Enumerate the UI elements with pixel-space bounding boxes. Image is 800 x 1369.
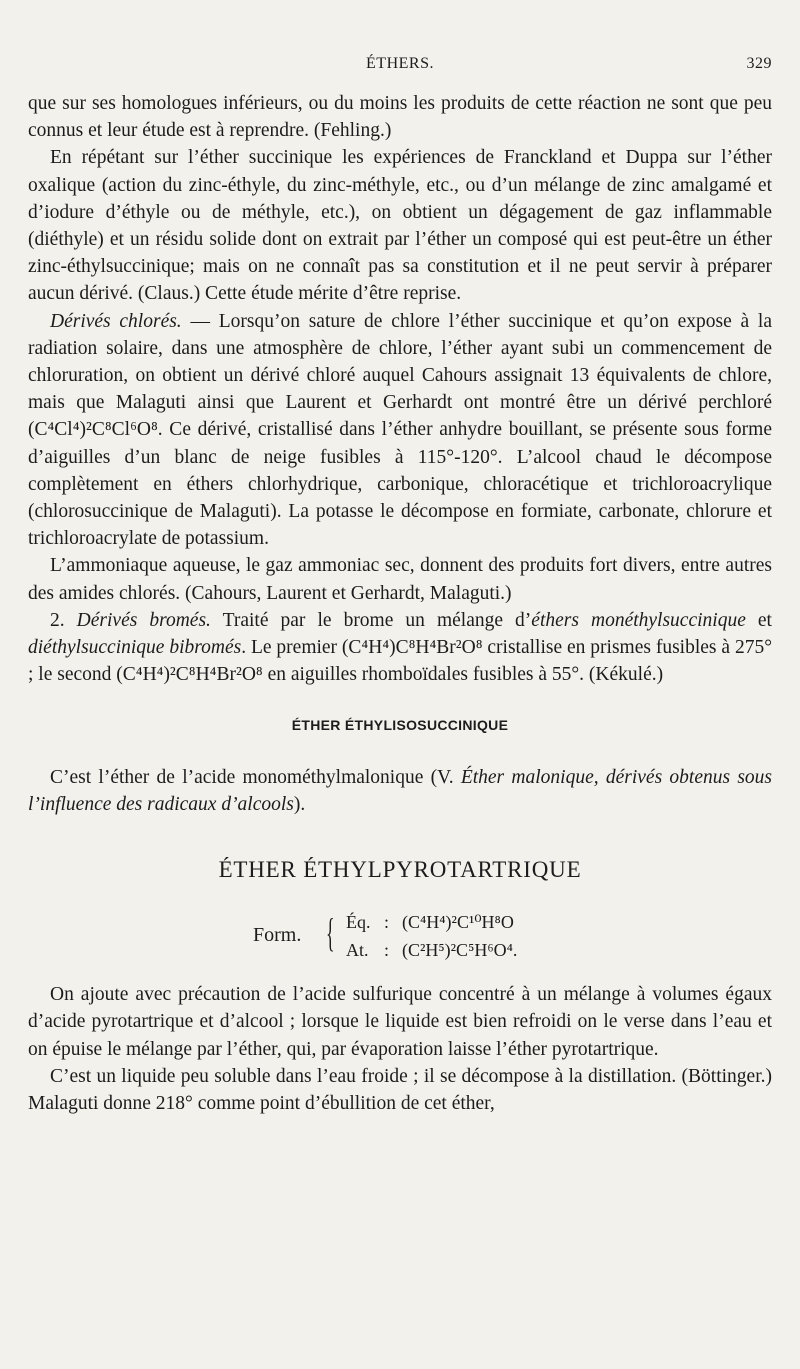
paragraph-ammoniaque: L’ammoniaque aqueuse, le gaz ammoniac sec, donnent des produits fort divers, entre autres des amides chlorés. (Cahours, Laurent et Gerhardt, Malaguti.): [28, 555, 772, 604]
formula-at-value: (C²H⁵)²C⁵H⁶O⁴.: [402, 940, 518, 961]
running-title: ÉTHERS.: [366, 55, 434, 72]
derives-bromes-text-c: . Le premier (C⁴H⁴)C⁸H⁴Br²O⁸ cristallise en prismes fusibles à 275° ; le second (C⁴H⁴)²C⁸H⁴Br²O⁸ en aiguilles rhomboïdales fusibles à 55°. (Kékulé.): [28, 637, 772, 686]
paragraph-preparation: On ajoute avec précaution de l’acide sulfurique concentré à un mélange à volumes égaux d’acide pyrotartrique et d’alcool ; lorsque le liquide est bien refroidi on le verse dans l’eau et on épuise le mélange par l’éther, qui, par évaporation laisse l’éther pyrotartrique.: [28, 984, 772, 1060]
formula-at-key: At.: [346, 940, 369, 961]
formula-equivalents-row: [346, 909, 514, 936]
section-heading-ethylisosuccinique: ÉTHER ÉTHYLISOSUCCINIQUE: [291, 717, 509, 734]
formula-at-colon: :: [384, 940, 390, 961]
formula-eq-colon: :: [384, 912, 390, 933]
derives-bromes-number: 2.: [50, 609, 77, 631]
derives-bromes-text-b: et: [745, 609, 772, 631]
formula-eq-key: Éq.: [346, 912, 371, 933]
derives-chlores-text: — Lorsqu’on sature de chlore l’éther succinique et qu’on expose à la radiation solaire, dans une atmosphère de chlore, l’éther ayant subi un commencement de chloruration, on obtient un dérivé chloré auquel Cahours assignait 13 équivalents de chlore, mais que Malaguti ainsi que Laurent et Gerhardt ont montré être un dérivé perchloré (C⁴Cl⁴)²C⁸Cl⁶O⁸. Ce dérivé, cristallisé dans l’éther anhydre bouillant, se présente sous forme d’aiguilles d’un blanc de neige fusibles à 115°-120°. L’alcool chaud le décompose complètement en éthers chlorhydrique, carbonique, chloracétique et trichloroacrylique (chlorosuccinique de Malaguti). La potasse le décompose en formiate, carbonate, chlorure et trichloroacrylate de potassium.: [28, 310, 772, 550]
derives-bromes-italic-1: éthers monéthylsuccinique: [531, 609, 746, 631]
paragraph-continuation: que sur ses homologues inférieurs, ou du moins les produits de cette réaction ne sont que peu connus et leur étude est à reprendre. (Fehling.): [28, 93, 772, 142]
monomethylmalonique-text-a: C’est l’éther de l’acide monométhylmalonique (V.: [50, 766, 461, 788]
paragraph-derives-bromes: [28, 607, 772, 689]
formula-label: Form.: [253, 924, 302, 947]
derives-chlores-lead: Dérivés chlorés.: [50, 310, 182, 332]
document-page: [28, 0, 772, 1369]
page-number: 329: [746, 55, 772, 72]
section-heading-ethylpyrotartrique: ÉTHER ÉTHYLPYROTARTRIQUE: [218, 857, 582, 883]
formula-atoms-row: [346, 937, 517, 964]
derives-bromes-italic-2: diéthylsuccinique bibromés: [28, 637, 242, 659]
paragraph-franckland-duppa: En répétant sur l’éther succinique les expériences de Franckland et Duppa sur l’éther oxalique (action du zinc-éthyle, du zinc-méthyle, etc., ou d’un mélange de zinc amalgamé et d’iodure d’éthyle ou de méthyle, etc.), on obtient un dégagement de gaz inflammable (diéthyle) et un résidu solide dont on extrait par l’éther un composé qui est peut-être un éther zinc-éthylsuccinique; mais on ne connaît pas sa constitution et il ne peut servir à préparer aucun dérivé. (Claus.) Cette étude mérite d’être reprise.: [28, 147, 772, 305]
monomethylmalonique-italic: Éther malonique, dérivés obtenus sous l’influence des radicaux d’alcools: [28, 766, 772, 815]
paragraph-proprietes: C’est un liquide peu soluble dans l’eau froide ; il se décompose à la distillation. (Böttinger.) Malaguti donne 218° comme point d’ébullition de cet éther,: [28, 1065, 772, 1115]
formula-brace: {: [326, 910, 335, 956]
derives-bromes-text-a: Traité par le brome un mélange d’: [210, 609, 532, 631]
monomethylmalonique-text-b: ).: [293, 793, 306, 815]
derives-bromes-lead: Dérivés bromés.: [76, 609, 211, 631]
paragraph-derives-chlores: [28, 308, 772, 553]
page-header: [28, 55, 772, 81]
paragraph-monomethylmalonique: [28, 764, 772, 818]
chemical-formula: [28, 905, 772, 965]
body-text: [28, 90, 772, 1117]
formula-eq-value: (C⁴H⁴)²C¹⁰H⁸O: [402, 912, 514, 933]
